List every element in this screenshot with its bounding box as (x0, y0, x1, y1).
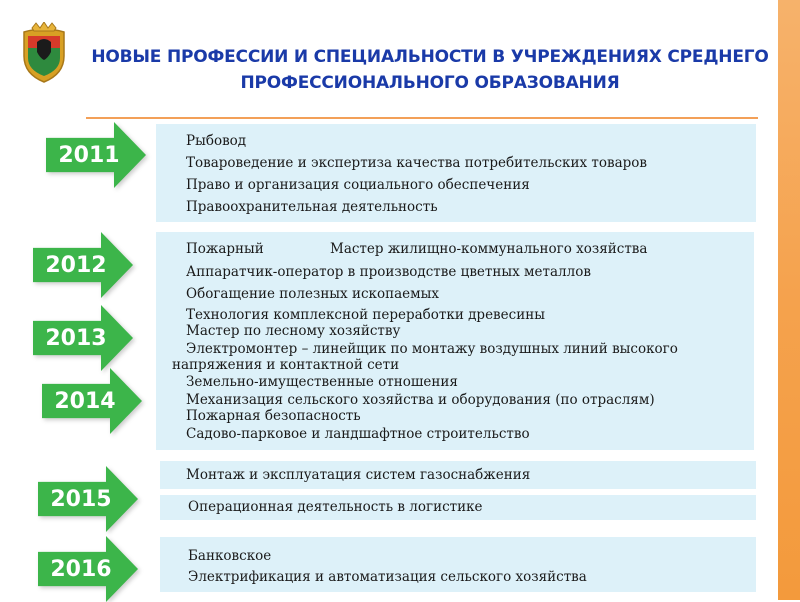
specialty-item: Электромонтер – линейщик по монтажу воздушных линий высокого (186, 341, 678, 357)
specialty-item: Технология комплексной переработки древесины (186, 307, 545, 323)
karelia-coat-of-arms-icon (18, 22, 70, 86)
specialty-item: Монтаж и эксплуатация систем газоснабжения (186, 467, 531, 483)
year-label-2015: 2015 (50, 486, 112, 512)
year-arrow-2014 (42, 368, 142, 434)
specialty-item: Рыбовод (186, 133, 247, 149)
specialty-item: напряжения и контактной сети (172, 357, 400, 373)
year-arrow-2011 (46, 122, 146, 188)
specialties-box-2011 (156, 124, 756, 222)
specialty-item: Пожарный (186, 241, 264, 257)
year-label-2012: 2012 (45, 252, 107, 278)
title-line-2: ПРОФЕССИОНАЛЬНОГО ОБРАЗОВАНИЯ (240, 73, 620, 93)
specialties-box-2016 (160, 537, 756, 592)
specialties-box-2012-2014 (156, 232, 754, 450)
specialty-item: Мастер по лесному хозяйству (186, 323, 401, 339)
year-arrow-2015 (38, 466, 138, 532)
specialty-item: Земельно-имущественные отношения (186, 374, 458, 390)
specialty-item: Банковское (188, 548, 272, 564)
specialty-item: Электрификация и автоматизация сельского хозяйства (188, 569, 587, 585)
specialty-item: Обогащение полезных ископаемых (186, 286, 439, 302)
title-line-1: НОВЫЕ ПРОФЕССИИ И СПЕЦИАЛЬНОСТИ В УЧРЕЖДЕНИЯХ СРЕДНЕГО (91, 47, 769, 67)
specialty-item: Операционная деятельность в логистике (188, 499, 483, 515)
decorative-side-stripe (778, 0, 800, 600)
specialties-box-2015-a (160, 461, 756, 489)
year-label-2013: 2013 (45, 325, 107, 351)
specialty-item: Мастер жилищно-коммунального хозяйства (330, 241, 648, 257)
specialties-box-2015-b (160, 495, 756, 520)
specialty-item: Механизация сельского хозяйства и оборудования (по отраслям) (186, 392, 655, 408)
year-arrow-2016 (38, 536, 138, 602)
year-label-2014: 2014 (54, 388, 116, 414)
specialty-item: Аппаратчик-оператор в производстве цветных металлов (186, 264, 591, 280)
page-title (80, 44, 780, 96)
specialty-item: Правоохранительная деятельность (186, 199, 438, 215)
year-arrow-2013 (33, 305, 133, 371)
specialty-item: Садово-парковое и ландшафтное строительство (186, 426, 530, 442)
title-divider (86, 117, 758, 119)
year-label-2016: 2016 (50, 556, 112, 582)
year-arrow-2012 (33, 232, 133, 298)
specialty-item: Пожарная безопасность (186, 408, 361, 424)
specialty-item: Товароведение и экспертиза качества потребительских товаров (186, 155, 647, 171)
specialty-item: Право и организация социального обеспечения (186, 177, 530, 193)
year-label-2011: 2011 (58, 142, 120, 168)
